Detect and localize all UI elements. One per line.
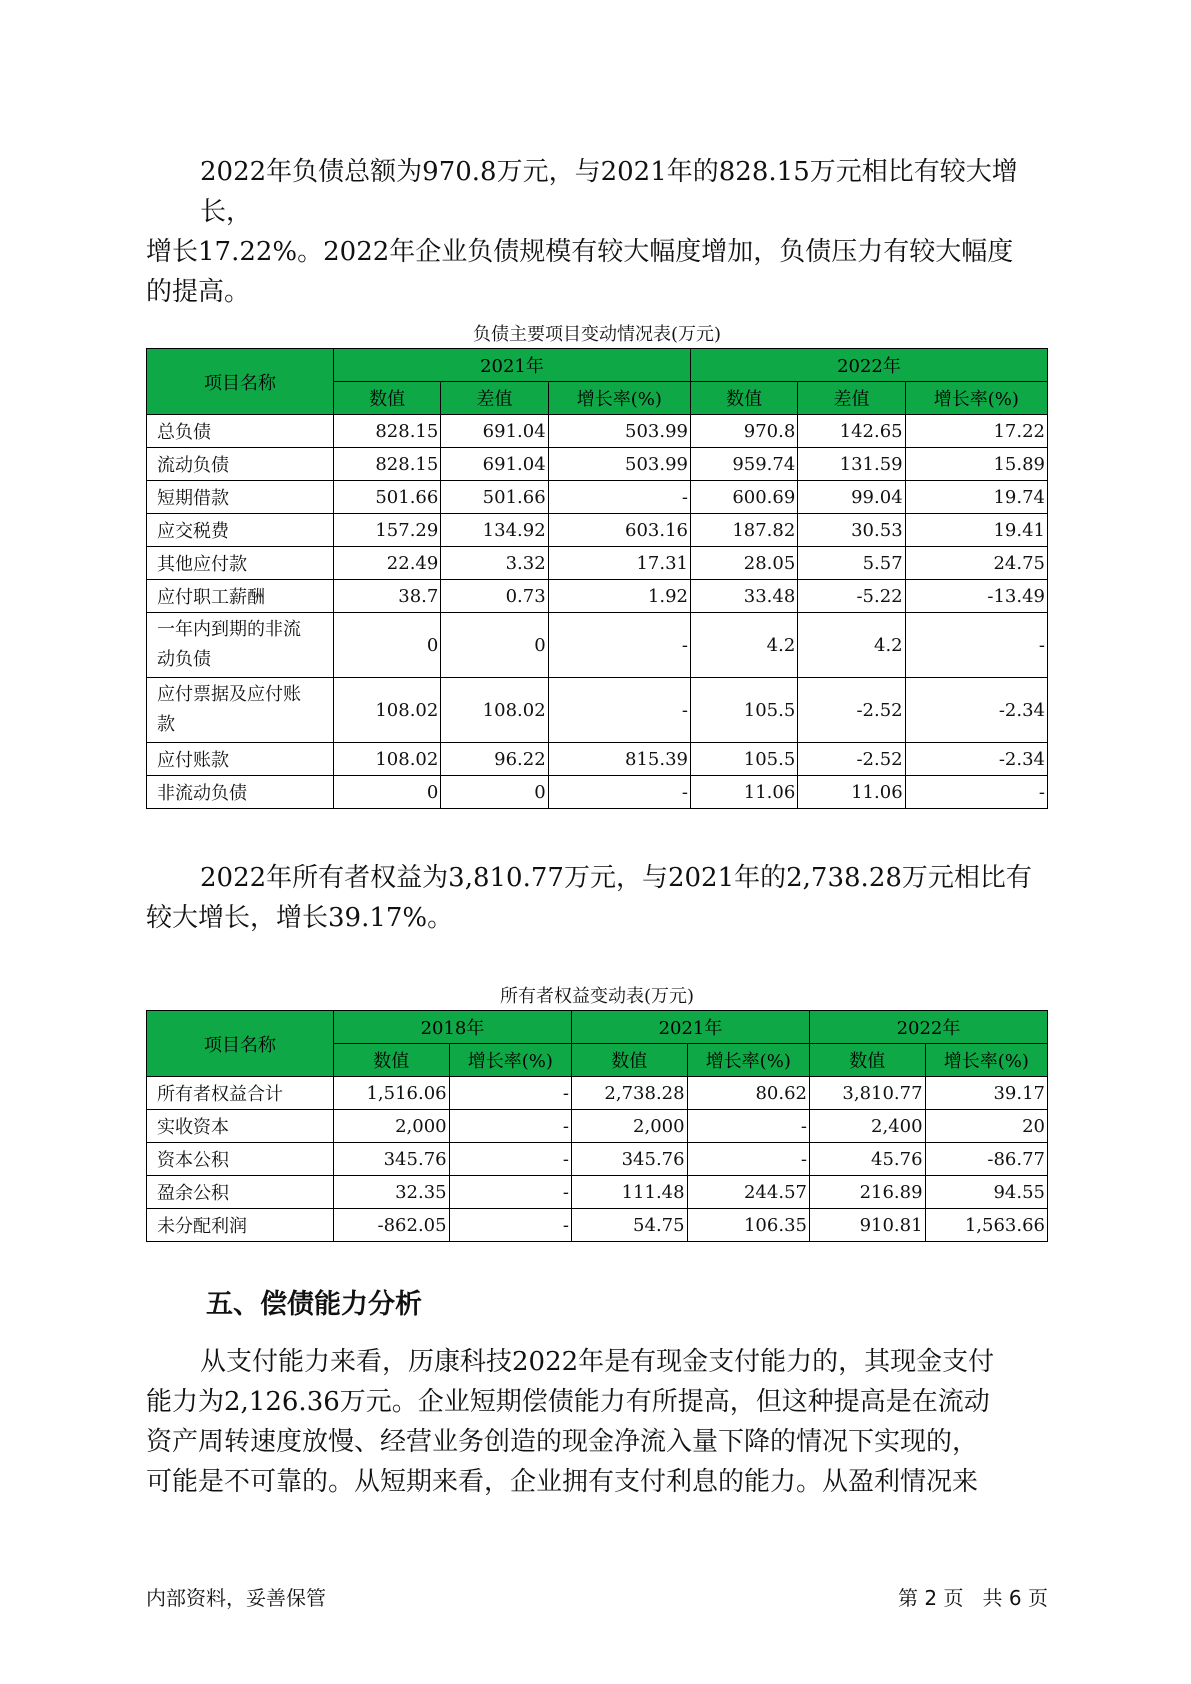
table-cell: 17.31	[548, 547, 690, 580]
table-cell: 19.41	[905, 514, 1047, 547]
row-label-line: 所有者权益合计	[157, 1084, 283, 1105]
table-row	[147, 1143, 1048, 1176]
table-cell: -862.05	[334, 1209, 450, 1242]
table-row	[147, 481, 1048, 514]
row-label-line: 款	[157, 714, 175, 735]
table-row	[147, 1077, 1048, 1110]
table-cell: 691.04	[441, 415, 548, 448]
table-cell: 187.82	[690, 514, 797, 547]
table-cell: 691.04	[441, 448, 548, 481]
header-year: 2021年	[334, 349, 691, 382]
subheader: 差值	[798, 382, 905, 415]
row-label	[147, 448, 334, 481]
table-row	[147, 1209, 1048, 1242]
table-cell: 108.02	[334, 678, 441, 743]
table-cell: 142.65	[798, 415, 905, 448]
table-cell: 99.04	[798, 481, 905, 514]
table-cell: 45.76	[809, 1143, 925, 1176]
row-label-line: 应付职工薪酬	[157, 587, 265, 608]
footer-page-number: 第 2 页 共 6 页	[898, 1586, 1048, 1610]
table-cell: 3.32	[441, 547, 548, 580]
subheader: 增长率(%)	[449, 1044, 571, 1077]
table-cell: 910.81	[809, 1209, 925, 1242]
text-line: 可能是不可靠的。从短期来看，企业拥有支付利息的能力。从盈利情况来	[146, 1467, 979, 1497]
table-cell: 0	[334, 776, 441, 809]
paragraph-equity	[146, 858, 1046, 938]
table-cell: 216.89	[809, 1176, 925, 1209]
table-cell: -	[449, 1209, 571, 1242]
table-cell: 970.8	[690, 415, 797, 448]
table-cell: 80.62	[687, 1077, 809, 1110]
table-row	[147, 678, 1048, 743]
table-row	[147, 776, 1048, 809]
text-line: 2022年所有者权益为3,810.77万元，与2021年的2,738.28万元相比有	[200, 863, 1032, 893]
table-row	[147, 613, 1048, 678]
table-cell: 94.55	[925, 1176, 1047, 1209]
row-label-line: 其他应付款	[157, 554, 247, 575]
table-cell: 28.05	[690, 547, 797, 580]
table-row	[147, 514, 1048, 547]
table-cell: 108.02	[441, 678, 548, 743]
equity-table	[146, 1010, 1048, 1242]
table-row	[147, 1176, 1048, 1209]
subheader: 数值	[571, 1044, 687, 1077]
subheader: 数值	[334, 382, 441, 415]
row-label	[147, 580, 334, 613]
table-cell: 828.15	[334, 415, 441, 448]
row-label	[147, 415, 334, 448]
row-label-line: 流动负债	[157, 455, 229, 476]
table-cell: 5.57	[798, 547, 905, 580]
table-cell: 96.22	[441, 743, 548, 776]
table-cell: 0	[334, 613, 441, 678]
table-cell: 3,810.77	[809, 1077, 925, 1110]
table-cell: 2,738.28	[571, 1077, 687, 1110]
row-label	[147, 1077, 334, 1110]
table-cell: 0.73	[441, 580, 548, 613]
table-cell: 0	[441, 776, 548, 809]
table-cell: 38.7	[334, 580, 441, 613]
table-cell: 30.53	[798, 514, 905, 547]
text-line: 的提高。	[146, 277, 251, 307]
table-cell: 17.22	[905, 415, 1047, 448]
table-cell: -2.52	[798, 743, 905, 776]
subheader: 增长率(%)	[905, 382, 1047, 415]
table-cell: 503.99	[548, 415, 690, 448]
header-year: 2022年	[809, 1011, 1047, 1044]
table-cell: 1,516.06	[334, 1077, 450, 1110]
table-cell: -2.52	[798, 678, 905, 743]
row-label-line: 非流动负债	[157, 783, 247, 804]
header-item-name: 项目名称	[147, 1011, 334, 1077]
row-label-line: 总负债	[157, 422, 211, 443]
liabilities-table	[146, 348, 1048, 809]
row-label-line: 短期借款	[157, 488, 229, 509]
section-heading: 五、偿债能力分析	[206, 1289, 422, 1320]
row-label	[147, 1209, 334, 1242]
text-line: 能力为2,126.36万元。企业短期偿债能力有所提高，但这种提高是在流动	[146, 1387, 990, 1417]
table-row	[147, 448, 1048, 481]
table-row	[147, 1110, 1048, 1143]
table-cell: -2.34	[905, 678, 1047, 743]
table-row	[147, 415, 1048, 448]
row-label	[147, 1110, 334, 1143]
footer-confidential: 内部资料，妥善保管	[146, 1586, 326, 1610]
table-cell: -	[905, 613, 1047, 678]
subheader: 数值	[334, 1044, 450, 1077]
subheader: 增长率(%)	[687, 1044, 809, 1077]
table-cell: -	[687, 1143, 809, 1176]
table-cell: 1,563.66	[925, 1209, 1047, 1242]
row-label	[147, 776, 334, 809]
subheader: 增长率(%)	[925, 1044, 1047, 1077]
subheader: 增长率(%)	[548, 382, 690, 415]
table-row	[147, 743, 1048, 776]
table-cell: 131.59	[798, 448, 905, 481]
table-cell: -	[449, 1143, 571, 1176]
table-cell: 105.5	[690, 743, 797, 776]
header-item-name: 项目名称	[147, 349, 334, 415]
subheader: 数值	[690, 382, 797, 415]
table-cell: 600.69	[690, 481, 797, 514]
row-label	[147, 1176, 334, 1209]
table-cell: 32.35	[334, 1176, 450, 1209]
row-label	[147, 613, 334, 678]
table2-caption: 所有者权益变动表(万元)	[499, 986, 695, 1007]
table-cell: 20	[925, 1110, 1047, 1143]
table-cell: 501.66	[334, 481, 441, 514]
text-line: 较大增长，增长39.17%。	[146, 903, 454, 933]
row-label-line: 实收资本	[157, 1117, 229, 1138]
table-cell: 54.75	[571, 1209, 687, 1242]
row-label-line: 应付账款	[157, 750, 229, 771]
table-cell: 4.2	[798, 613, 905, 678]
row-label	[147, 678, 334, 743]
row-label-line: 动负债	[157, 649, 211, 670]
table-cell: 345.76	[334, 1143, 450, 1176]
table-cell: -5.22	[798, 580, 905, 613]
table-cell: -86.77	[925, 1143, 1047, 1176]
table-cell: 111.48	[571, 1176, 687, 1209]
table-cell: -	[449, 1110, 571, 1143]
table-cell: 108.02	[334, 743, 441, 776]
table-cell: 106.35	[687, 1209, 809, 1242]
table-cell: 105.5	[690, 678, 797, 743]
table-cell: 503.99	[548, 448, 690, 481]
table-cell: 0	[441, 613, 548, 678]
table-row	[147, 580, 1048, 613]
table-cell: 603.16	[548, 514, 690, 547]
text-line: 从支付能力来看，历康科技2022年是有现金支付能力的，其现金支付	[200, 1347, 995, 1377]
table-cell: 244.57	[687, 1176, 809, 1209]
table1-caption: 负债主要项目变动情况表(万元)	[472, 324, 722, 345]
table-cell: 2,400	[809, 1110, 925, 1143]
table-cell: -	[449, 1176, 571, 1209]
paragraph-liabilities	[146, 152, 1046, 312]
text-line: 2022年负债总额为970.8万元，与2021年的828.15万元相比有较大增长，	[200, 157, 1018, 227]
table-cell: -	[548, 776, 690, 809]
row-label-line: 应付票据及应付账	[157, 684, 301, 705]
table-cell: -	[548, 613, 690, 678]
row-label	[147, 1143, 334, 1176]
row-label	[147, 514, 334, 547]
table-row	[147, 547, 1048, 580]
table-cell: 4.2	[690, 613, 797, 678]
table-cell: 2,000	[571, 1110, 687, 1143]
table-cell: 501.66	[441, 481, 548, 514]
row-label-line: 应交税费	[157, 521, 229, 542]
row-label-line: 未分配利润	[157, 1216, 247, 1237]
row-label-line: 盈余公积	[157, 1183, 229, 1204]
table-cell: -2.34	[905, 743, 1047, 776]
row-label	[147, 481, 334, 514]
table-cell: 19.74	[905, 481, 1047, 514]
header-year: 2021年	[571, 1011, 809, 1044]
table-cell: 22.49	[334, 547, 441, 580]
table-cell: 959.74	[690, 448, 797, 481]
row-label-line: 一年内到期的非流	[157, 619, 301, 640]
table-cell: 33.48	[690, 580, 797, 613]
paragraph-solvency	[146, 1342, 1046, 1502]
table-cell: 1.92	[548, 580, 690, 613]
table-cell: 11.06	[798, 776, 905, 809]
text-line: 资产周转速度放慢、经营业务创造的现金净流入量下降的情况下实现的，	[146, 1427, 979, 1457]
table-cell: -	[687, 1110, 809, 1143]
table-cell: -	[548, 678, 690, 743]
table-cell: 11.06	[690, 776, 797, 809]
table-cell: 815.39	[548, 743, 690, 776]
table-cell: 157.29	[334, 514, 441, 547]
table-cell: -13.49	[905, 580, 1047, 613]
table-cell: -	[905, 776, 1047, 809]
header-year: 2022年	[690, 349, 1047, 382]
row-label-line: 资本公积	[157, 1150, 229, 1171]
subheader: 差值	[441, 382, 548, 415]
table-cell: 2,000	[334, 1110, 450, 1143]
header-year: 2018年	[334, 1011, 572, 1044]
table-cell: 345.76	[571, 1143, 687, 1176]
text-line: 增长17.22%。2022年企业负债规模有较大幅度增加，负债压力有较大幅度	[146, 237, 1014, 267]
table-cell: -	[548, 481, 690, 514]
row-label	[147, 547, 334, 580]
subheader: 数值	[809, 1044, 925, 1077]
row-label	[147, 743, 334, 776]
table-cell: -	[449, 1077, 571, 1110]
table-cell: 134.92	[441, 514, 548, 547]
table-cell: 828.15	[334, 448, 441, 481]
table-cell: 24.75	[905, 547, 1047, 580]
table-cell: 39.17	[925, 1077, 1047, 1110]
table-cell: 15.89	[905, 448, 1047, 481]
